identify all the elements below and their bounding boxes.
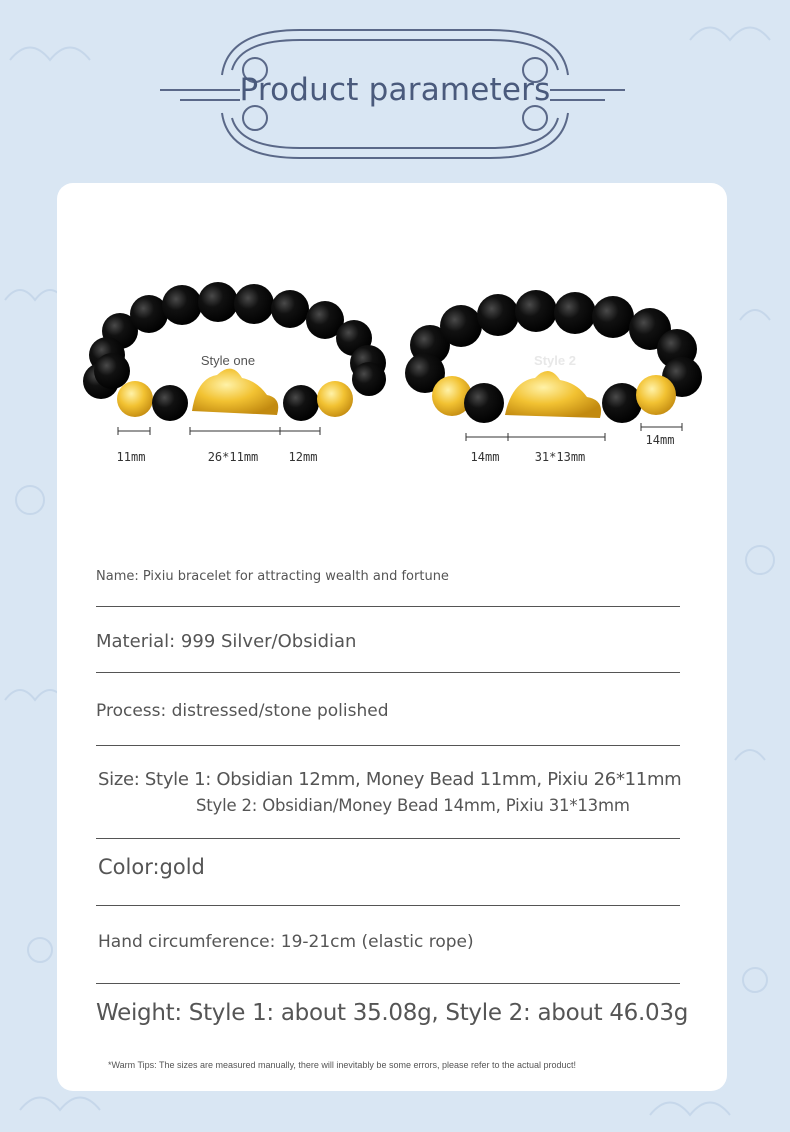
- param-weight: Weight: Style 1: about 35.08g, Style 2: about 46.03g: [96, 1000, 688, 1026]
- bracelet-illustrations: [57, 183, 727, 503]
- style-2-dim-pixiu: 31*13mm: [534, 450, 586, 464]
- divider-6: [96, 983, 680, 984]
- param-size-style-2: Style 2: Obsidian/Money Bead 14mm, Pixiu 31*13mm: [196, 796, 630, 815]
- warm-tips: *Warm Tips: The sizes are measured manually, there will inevitably be some errors, please refer to the actual product!: [108, 1060, 577, 1070]
- style-2-dim-obsidian: 14mm: [645, 433, 675, 447]
- divider-5: [96, 905, 680, 906]
- style-1-dim-obsidian: 12mm: [288, 450, 318, 464]
- page-title: Product parameters: [239, 72, 551, 108]
- divider-1: [96, 606, 680, 607]
- param-process: Process: distressed/stone polished: [96, 701, 389, 721]
- style-2-label: Style 2: [534, 353, 576, 368]
- divider-4: [96, 838, 680, 839]
- param-name: Name: Pixiu bracelet for attracting wealth and fortune: [96, 569, 449, 584]
- bracelet-style-1-image: [83, 282, 386, 421]
- style-1-dim-pixiu: 26*11mm: [207, 450, 259, 464]
- style-2-dim-money-bead: 14mm: [470, 450, 500, 464]
- param-material: Material: 999 Silver/Obsidian: [96, 631, 357, 652]
- divider-3: [96, 745, 680, 746]
- param-hand-circumference: Hand circumference: 19-21cm (elastic rope): [98, 932, 474, 952]
- style-1-dim-money-bead: 11mm: [116, 450, 146, 464]
- style-1-label: Style one: [200, 353, 256, 368]
- param-color: Color:gold: [98, 855, 205, 879]
- param-size-style-1: Size: Style 1: Obsidian 12mm, Money Bead 11mm, Pixiu 26*11mm: [98, 769, 682, 790]
- divider-2: [96, 672, 680, 673]
